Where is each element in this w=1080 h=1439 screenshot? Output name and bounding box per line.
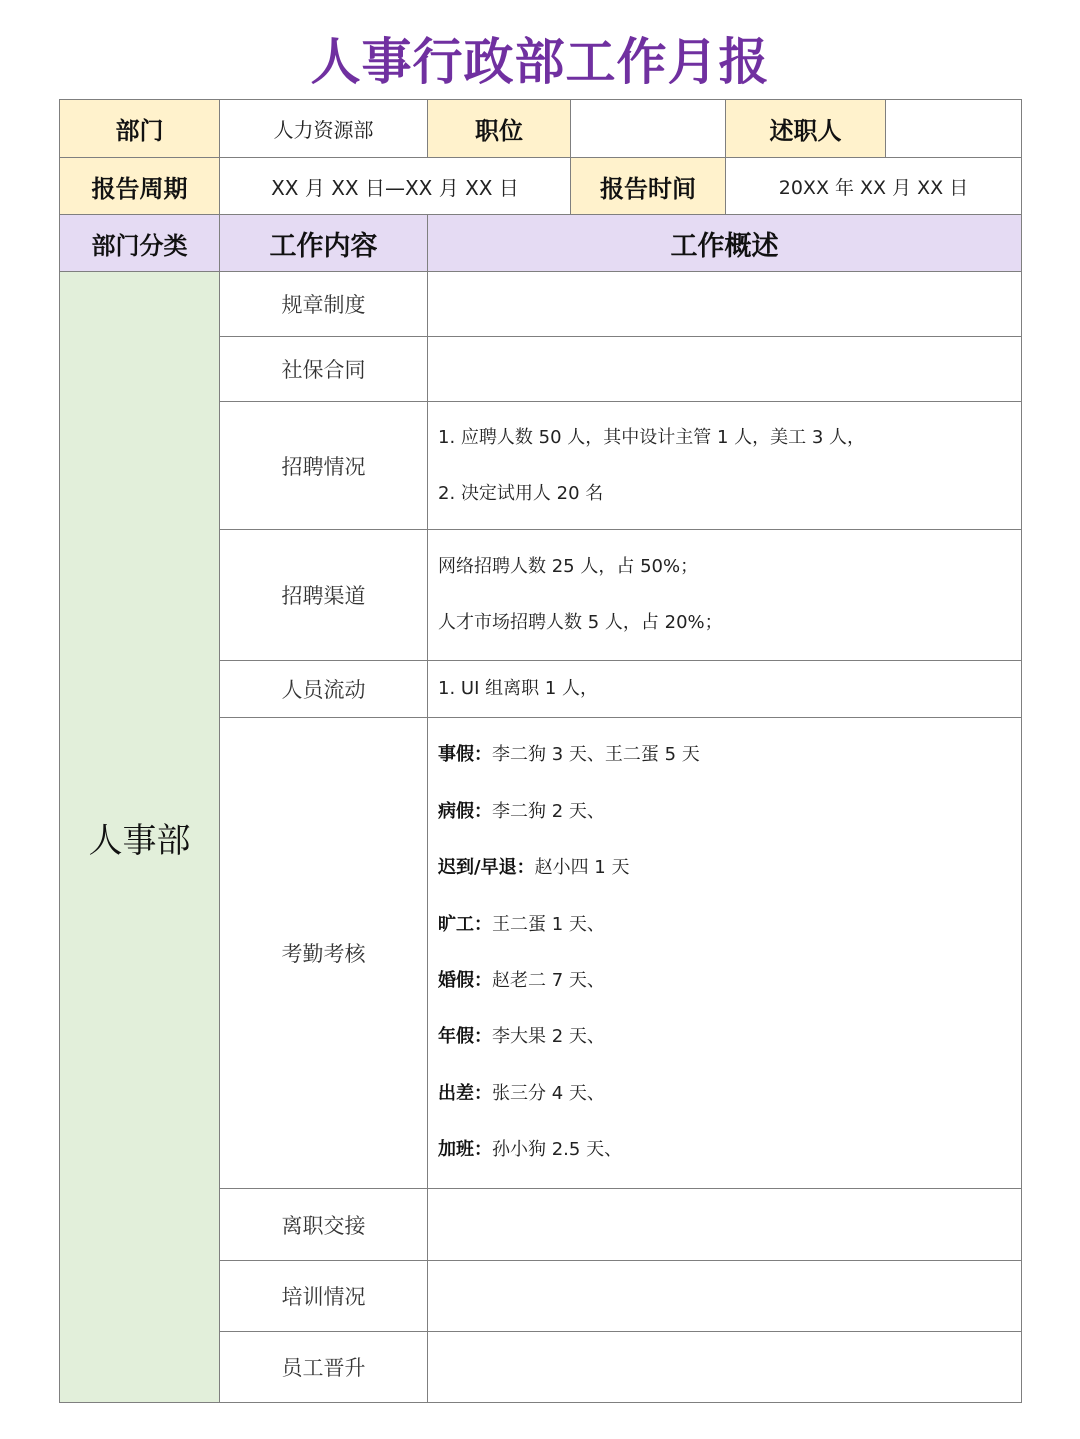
item-recruitment-channel: 招聘渠道 bbox=[220, 530, 428, 661]
summary-rules[interactable] bbox=[428, 272, 1022, 337]
report-time-label: 报告时间 bbox=[571, 158, 726, 215]
attendance-entry bbox=[438, 897, 700, 953]
period-value[interactable]: XX 月 XX 日—XX 月 XX 日 bbox=[220, 158, 571, 215]
attendance-label: 事假： bbox=[438, 744, 492, 766]
attendance-text: 王二蛋 1 天、 bbox=[492, 913, 605, 935]
summary-recruitment[interactable] bbox=[428, 402, 1022, 530]
department-label: 部门 bbox=[60, 100, 220, 158]
item-resignation-handover: 离职交接 bbox=[220, 1189, 428, 1261]
attendance-text: 李二狗 3 天、王二蛋 5 天 bbox=[492, 744, 700, 766]
attendance-label: 婚假： bbox=[438, 970, 492, 991]
reporter-label: 述职人 bbox=[726, 100, 886, 158]
attendance-entry bbox=[438, 1066, 700, 1122]
summary-line: 人才市场招聘人数 5 人，占 20%； bbox=[438, 612, 723, 633]
attendance-text: 李大果 2 天、 bbox=[492, 1026, 605, 1048]
summary-line: 网络招聘人数 25 人，占 50%； bbox=[438, 556, 699, 577]
summary-line: 1. 应聘人数 50 人，其中设计主管 1 人，美工 3 人， bbox=[438, 426, 866, 448]
summary-resignation-handover[interactable] bbox=[428, 1189, 1022, 1261]
item-rules: 规章制度 bbox=[220, 272, 428, 337]
item-promotion: 员工晋升 bbox=[220, 1332, 428, 1403]
item-staff-turnover: 人员流动 bbox=[220, 661, 428, 718]
attendance-entry bbox=[438, 727, 700, 783]
attendance-label: 旷工： bbox=[438, 913, 492, 935]
department-cell: 人事部 bbox=[60, 272, 220, 1403]
attendance-label: 加班： bbox=[438, 1139, 492, 1161]
summary-recruitment-channel[interactable] bbox=[428, 530, 1022, 661]
attendance-text: 张三分 4 天、 bbox=[492, 1082, 605, 1104]
position-value[interactable] bbox=[571, 100, 726, 158]
position-label: 职位 bbox=[428, 100, 571, 158]
content-header: 工作内容 bbox=[220, 215, 428, 272]
attendance-text: 赵老二 7 天、 bbox=[492, 970, 605, 991]
attendance-entry bbox=[438, 1122, 700, 1178]
summary-social-insurance[interactable] bbox=[428, 337, 1022, 402]
department-value[interactable]: 人力资源部 bbox=[220, 100, 428, 158]
attendance-entry bbox=[438, 840, 700, 896]
category-header: 部门分类 bbox=[60, 215, 220, 272]
reporter-value[interactable] bbox=[886, 100, 1022, 158]
attendance-entry bbox=[438, 953, 700, 1009]
attendance-text: 孙小狗 2.5 天、 bbox=[492, 1139, 623, 1161]
item-training: 培训情况 bbox=[220, 1261, 428, 1332]
summary-staff-turnover[interactable] bbox=[428, 661, 1022, 718]
attendance-label: 病假： bbox=[438, 800, 492, 822]
attendance-label: 迟到/早退： bbox=[438, 857, 535, 879]
summary-training[interactable] bbox=[428, 1261, 1022, 1332]
item-attendance: 考勤考核 bbox=[220, 718, 428, 1189]
item-recruitment: 招聘情况 bbox=[220, 402, 428, 530]
report-time-value[interactable]: 20XX 年 XX 月 XX 日 bbox=[726, 158, 1022, 215]
period-label: 报告周期 bbox=[60, 158, 220, 215]
report-table bbox=[59, 99, 1022, 1403]
attendance-label: 年假： bbox=[438, 1026, 492, 1048]
attendance-text: 赵小四 1 天 bbox=[534, 857, 630, 879]
attendance-label: 出差： bbox=[438, 1082, 492, 1104]
summary-line: 2. 决定试用人 20 名 bbox=[438, 482, 604, 504]
summary-promotion[interactable] bbox=[428, 1332, 1022, 1403]
attendance-text: 李二狗 2 天、 bbox=[492, 800, 605, 822]
item-social-insurance: 社保合同 bbox=[220, 337, 428, 402]
attendance-entry bbox=[438, 784, 700, 840]
page-title: 人事行政部工作月报 bbox=[310, 33, 770, 91]
summary-header: 工作概述 bbox=[428, 215, 1022, 272]
attendance-entry bbox=[438, 1009, 700, 1065]
summary-attendance[interactable] bbox=[428, 718, 1022, 1189]
summary-line: 1. UI 组离职 1 人， bbox=[438, 678, 598, 699]
